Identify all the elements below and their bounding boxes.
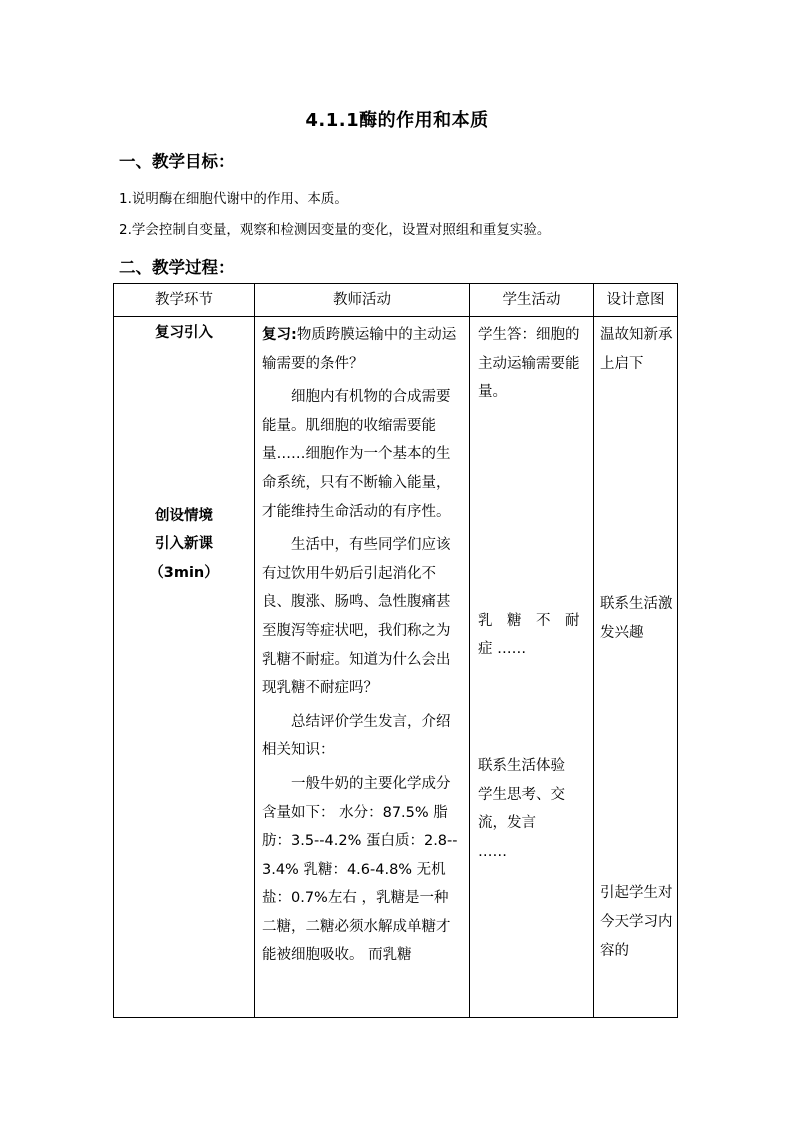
column-header-stage: 教学环节 bbox=[114, 284, 255, 317]
student-activity-line1: 联系生活体验 bbox=[478, 757, 565, 774]
stage-review: 复习引入 bbox=[155, 325, 213, 341]
spacer bbox=[114, 348, 254, 502]
teacher-cell bbox=[255, 317, 470, 1018]
stage-cell bbox=[114, 317, 255, 1018]
stage-create-line1: 创设情境 bbox=[155, 507, 213, 524]
student-response-line1: 乳 糖 不 耐 bbox=[478, 612, 580, 629]
teacher-paragraph: 一般牛奶的主要化学成分含量如下： 水分：87.5% 脂肪：3.5--4.2% 蛋白质：2.8--3.4% 乳糖：4.6-4.8% 无机盐：0.7%左右 ，乳糖是一种二糖，二糖必须水解成单糖才能被细胞吸收。 而乳糖 bbox=[262, 775, 458, 964]
review-text: 物质跨膜运输中的主动运输需要的条件？ bbox=[262, 327, 457, 372]
student-response-line2: 症 …… bbox=[478, 641, 527, 658]
teacher-review bbox=[262, 321, 462, 378]
objective-item: 1.说明酶在细胞代谢中的作用、本质。 bbox=[119, 191, 348, 207]
stage-create-time: （3min） bbox=[149, 564, 219, 581]
intent-interest: 引起学生对今天学习内容的 bbox=[600, 885, 673, 959]
table-row bbox=[114, 317, 678, 1018]
intent-life: 联系生活激发兴趣 bbox=[600, 596, 673, 641]
objective-item: 2.学会控制自变量，观察和检测因变量的变化，设置对照组和重复实验。 bbox=[119, 222, 551, 238]
objectives-heading: 一、教学目标： bbox=[119, 152, 235, 171]
spacer bbox=[600, 647, 673, 879]
column-header-intent: 设计意图 bbox=[594, 284, 678, 317]
student-cell bbox=[470, 317, 594, 1018]
table-header-row bbox=[114, 284, 678, 317]
student-answer: 学生答：细胞的主动运输需要能量。 bbox=[478, 327, 580, 401]
stage-create-line2: 引入新课 bbox=[155, 536, 213, 553]
review-label: 复习: bbox=[262, 327, 297, 343]
column-header-student: 学生活动 bbox=[470, 284, 594, 317]
column-header-teacher: 教师活动 bbox=[255, 284, 470, 317]
spacer bbox=[478, 407, 586, 607]
student-activity-line2: 学生思考、交流，发言 bbox=[478, 786, 565, 832]
teacher-paragraph: 总结评价学生发言，介绍相关知识： bbox=[262, 713, 451, 759]
teaching-process-table bbox=[113, 283, 678, 1018]
process-heading: 二、教学过程： bbox=[119, 258, 235, 277]
teacher-paragraph: 生活中，有些同学们应该有过饮用牛奶后引起消化不良、腹涨、肠鸣、急性腹痛甚至腹泻等症状吧，我们称之为乳糖不耐症。知道为什么会出现乳糖不耐症吗？ bbox=[262, 537, 451, 697]
spacer bbox=[478, 664, 586, 752]
intent-review: 温故知新承上启下 bbox=[600, 327, 673, 372]
spacer bbox=[600, 378, 673, 590]
page-title: 4.1.1酶的作用和本质 bbox=[305, 110, 489, 131]
teacher-paragraph: 细胞内有机物的合成需要能量。肌细胞的收缩需要能量……细胞作为一个基本的生命系统，只有不断输入能量，才能维持生命活动的有序性。 bbox=[262, 389, 451, 520]
student-activity-line3: …… bbox=[478, 843, 507, 860]
intent-cell bbox=[594, 317, 678, 1018]
